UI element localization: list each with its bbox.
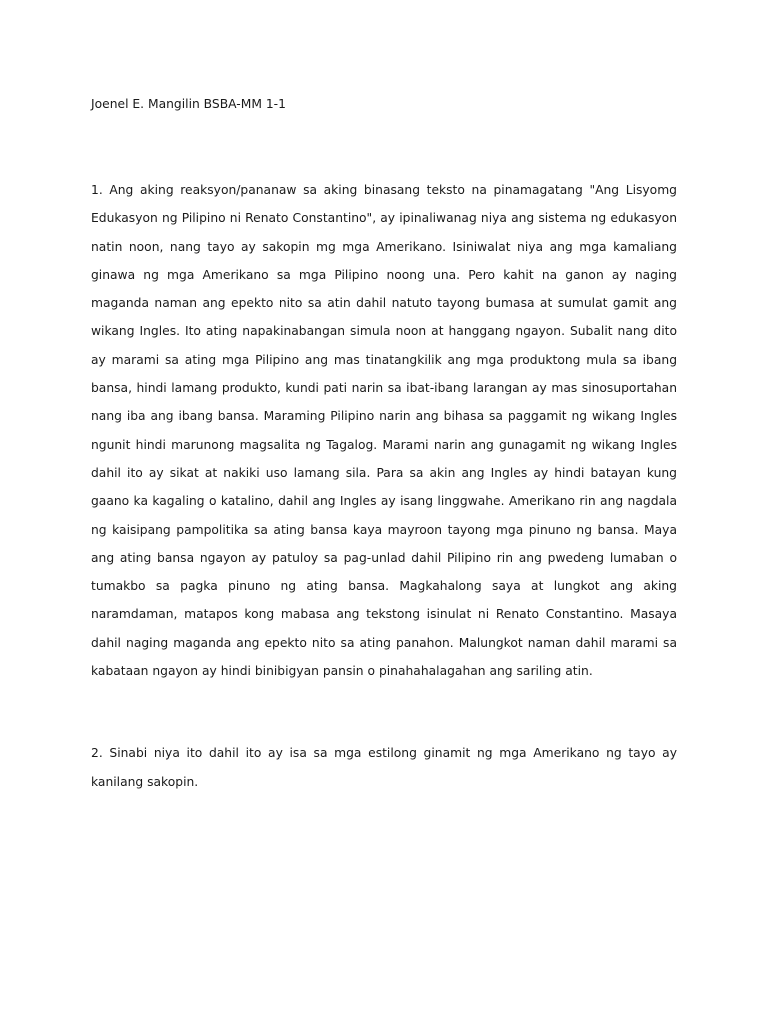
author-header: Joenel E. Mangilin BSBA-MM 1-1: [91, 97, 286, 111]
paragraph-1: 1. Ang aking reaksyon/pananaw sa aking binasang teksto na pinamagatang "Ang Lisyomg Edukasyon ng Pilipino ni Renato Constantino", ay ipinaliwanag niya ang sistema ng edukasyon natin noon, nang tayo ay sakopin mg mga Amerikano. Isiniwalat niya ang mga kamaliang ginawa ng mga Amerikano sa mga Pilipino noong una. Pero kahit na ganon ay naging maganda naman ang epekto nito sa atin dahil natuto tayong bumasa at sumulat gamit ang wikang Ingles. Ito ating napakinabangan simula noon at hanggang ngayon. Subalit nang dito ay marami sa ating mga Pilipino ang mas tinatangkilik ang mga produktong mula sa ibang bansa, hindi lamang produkto, kundi pati narin sa ibat-ibang larangan ay mas sinosuportahan nang iba ang ibang bansa. Maraming Pilipino narin ang bihasa sa paggamit ng wikang Ingles ngunit hindi marunong magsalita ng Tagalog. Marami narin ang gunagamit ng wikang Ingles dahil ito ay sikat at nakiki uso lamang sila. Para sa akin ang Ingles ay hindi batayan kung gaano ka kagaling o katalino, dahil ang Ingles ay isang linggwahe. Amerikano rin ang nagdala ng kaisipang pampolitika sa ating bansa kaya mayroon tayong mga pinuno ng bansa. Maya ang ating bansa ngayon ay patuloy sa pag-unlad dahil Pilipino rin ang pwedeng lumaban o tumakbo sa pagka pinuno ng ating bansa. Magkahalong saya at lungkot ang aking naramdaman, matapos kong mabasa ang tekstong isinulat ni Renato Constantino. Masaya dahil naging maganda ang epekto nito sa ating panahon. Malungkot naman dahil marami sa kabataan ngayon ay hindi binibigyan pansin o pinahahalagahan ang sariling atin.: [91, 183, 677, 679]
document-body: [91, 90, 677, 796]
paragraph-2: 2. Sinabi niya ito dahil ito ay isa sa mga estilong ginamit ng mga Amerikano ng tayo ay kanilang sakopin.: [91, 746, 677, 789]
